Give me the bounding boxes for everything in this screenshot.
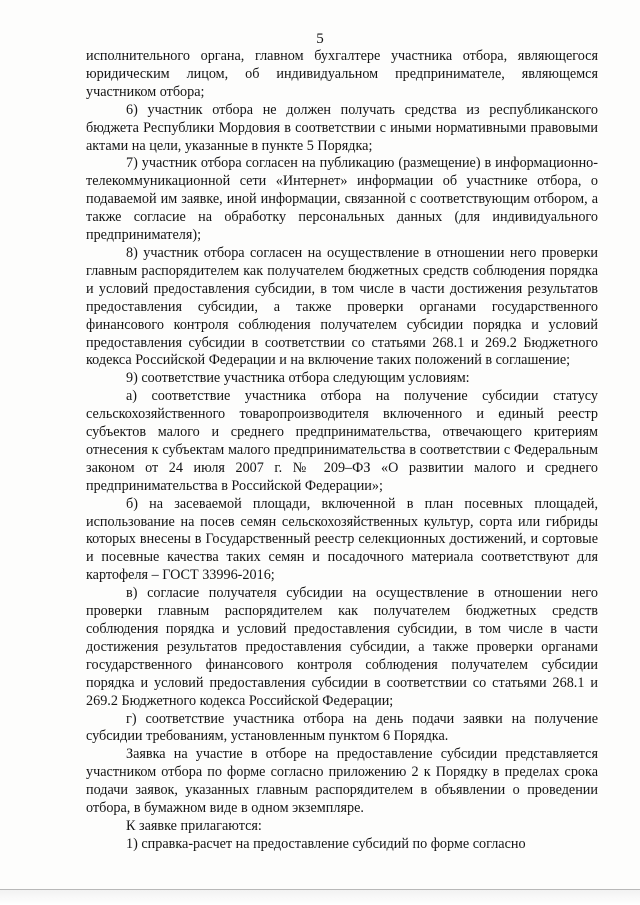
- paragraph-item-8: 8) участник отбора согласен на осуществление в отношении него проверки главным распорядителем как получателем бюджетных средств соблюдения порядка и условий предоставления субсидии, в том числе в части достижения результатов предоставления субсидии, а также проверки органами государственного финансового контроля соблюдения получателем субсидии порядка и условий предоставления субсидии в соответствии со статьями 268.1 и 269.2 Бюджетного кодекса Российской Федерации и на включение таких положений в соглашение;: [86, 244, 598, 369]
- paragraph-item-9: 9) соответствие участника отбора следующим условиям:: [126, 370, 470, 387]
- page-number: 5: [316, 31, 324, 47]
- paragraph-subitem-v: в) согласие получателя субсидии на осуществление в отношении него проверки главным распорядителем как получателем бюджетных средств соблюдения порядка и условий предоставления субсидии, в том числе в части достижения результатов предоставления субсидии, а также проверки органами государственного финансового контроля соблюдения получателем субсидии порядка и условий предоставления субсидии в соответствии со статьями 268.1 и 269.2 Бюджетного кодекса Российской Федерации;: [86, 585, 598, 709]
- paragraph-continuation: исполнительного органа, главном бухгалтере участника отбора, являющегося юридическим лицом, об индивидуальном предпринимателе, являющемся участником отбора;: [86, 48, 598, 100]
- scan-edge-shadow: [0, 890, 640, 905]
- paragraph-item-7: 7) участник отбора согласен на публикацию (размещение) в информационно-телекоммуникационной сети «Интернет» информации об участнике отбора, о подаваемой им заявке, иной информации, связанной с соответствующим отбором, а также согласие на обработку персональных данных (для индивидуального предпринимателя);: [86, 155, 598, 244]
- paragraph-subitem-a: а) соответствие участника отбора на получение субсидии статусу сельскохозяйственного товаропроизводителя включенного и единый реестр субъектов малого и среднего предпринимательства, отвечающего критериям отнесения к субъектам малого предпринимательства в соответствии с Федеральным законом от 24 июля 2007 г. № 209–ФЗ «О развитии малого и среднего предпринимательства в Российской Федерации»;: [86, 388, 598, 494]
- paragraph-attachments-heading: К заявке прилагаются:: [126, 817, 262, 834]
- paragraph-subitem-g: г) соответствие участника отбора на день подачи заявки на получение субсидии требованиям, установленным пунктом 6 Порядка.: [86, 710, 598, 745]
- document-body: [86, 48, 598, 854]
- paragraph-subitem-b: б) на засеваемой площади, включенной в план посевных площадей, использование на посев семян сельскохозяйственных культур, сорта или гибриды которых внесены в Государственный реестр селекционных достижений, и сортовые и посевные качества таких семян и посадочного материала соответствуют для картофеля – ГОСТ 33996-2016;: [86, 495, 598, 584]
- paragraph-attachment-1: 1) справка-расчет на предоставление субсидий по форме согласно: [126, 835, 526, 852]
- paragraph-item-6: 6) участник отбора не должен получать средства из республиканского бюджета Республики Мордовия в соответствии с иными нормативными правовыми актами на цели, указанные в пункте 5 Порядка;: [86, 101, 598, 154]
- paragraph-application: Заявка на участие в отборе на предоставление субсидии представляется участником отбора по форме согласно приложению 2 к Порядку в пределах срока подачи заявок, указанных главным распорядителем в объявлении о проведении отбора, в бумажном виде в одном экземпляре.: [86, 746, 598, 817]
